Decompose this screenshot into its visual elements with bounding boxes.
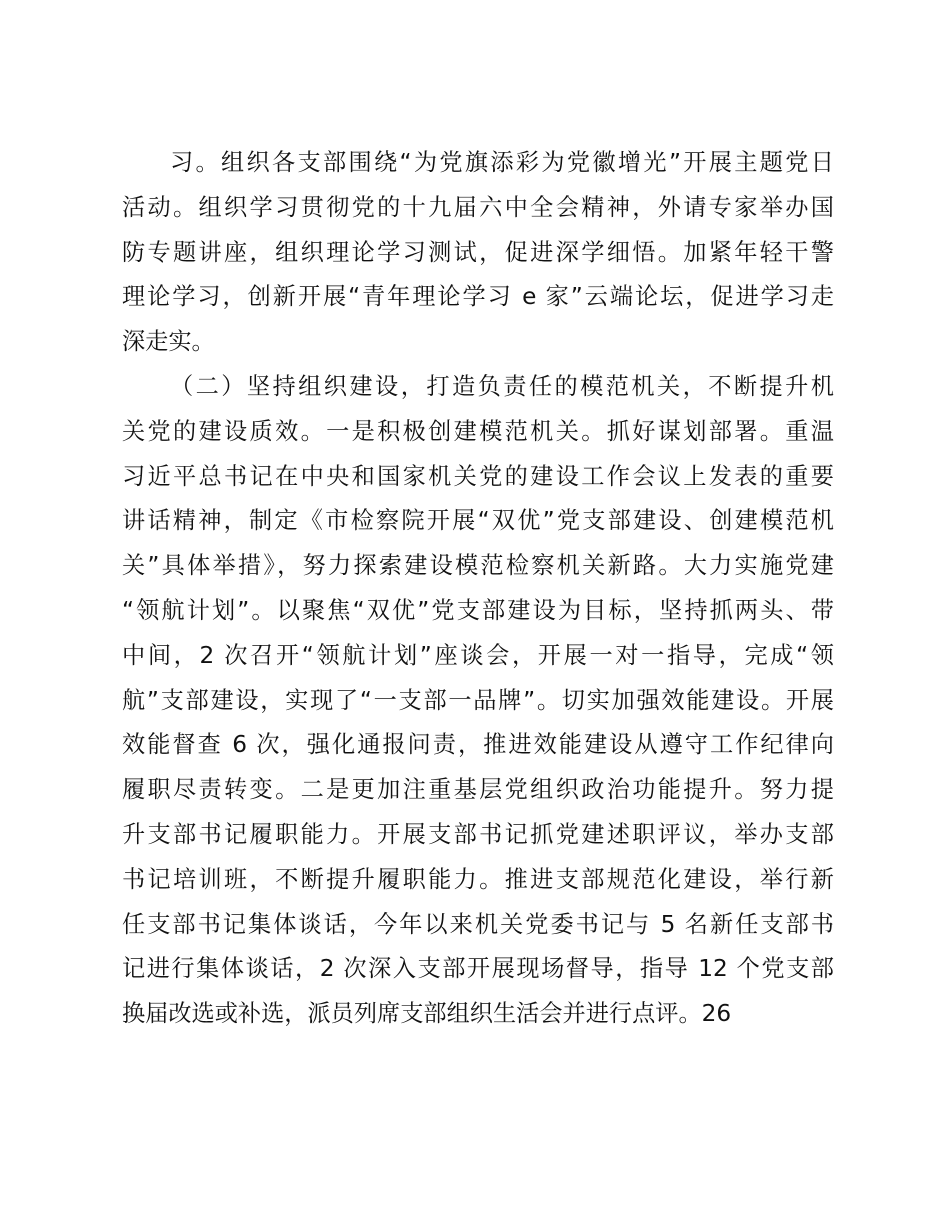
- body-text: [122, 141, 834, 1037]
- paragraph-2-line-8: 航”支部建设，实现了“一支部一品牌”。切实加强效能建设。开展: [122, 686, 834, 714]
- paragraph-2-line-15: 换届改选或补选，派员列席支部组织生活会并进行点评。26: [122, 1000, 732, 1028]
- paragraph-2-line-12: 书记培训班，不断提升履职能力。推进支部规范化建设，举行新: [122, 865, 834, 893]
- paragraph-2-line-11: 升支部书记履职能力。开展支部书记抓党建述职评议，举办支部: [122, 820, 834, 848]
- paragraph-1-line-5: 深走实。: [122, 328, 215, 356]
- paragraph-2-line-9: 效能督查 6 次，强化通报问责，推进效能建设从遵守工作纪律向: [122, 731, 834, 759]
- paragraph-2-line-5: 关”具体举措》，努力探索建设模范检察机关新路。大力实施党建: [122, 552, 834, 580]
- paragraph-2-line-4: 讲话精神，制定《市检察院开展“双优”党支部建设、创建模范机: [122, 507, 834, 535]
- paragraph-2-line-1: （二）坚持组织建设，打造负责任的模范机关，不断提升机: [170, 372, 834, 400]
- paragraph-2-line-7: 中间，2 次召开“领航计划”座谈会，开展一对一指导，完成“领: [122, 641, 834, 669]
- paragraph-1-line-1: 习。组织各支部围绕“为党旗添彩为党徽增光”开展主题党日: [170, 149, 834, 176]
- paragraph-2-line-2: 关党的建设质效。一是积极创建模范机关。抓好谋划部署。重温: [122, 417, 834, 445]
- paragraph-1-line-4: 理论学习，创新开展“青年理论学习 e 家”云端论坛，促进学习走: [122, 283, 834, 311]
- paragraph-1-line-3: 防专题讲座，组织理论学习测试，促进深学细悟。加紧年轻干警: [122, 238, 834, 266]
- paragraph-2-line-14: 记进行集体谈话，2 次深入支部开展现场督导，指导 12 个党支部: [122, 955, 834, 983]
- paragraph-2-line-6: “领航计划”。以聚焦“双优”党支部建设为目标，坚持抓两头、带: [122, 596, 834, 624]
- paragraph-2-line-10: 履职尽责转变。二是更加注重基层党组织政治功能提升。努力提: [122, 776, 834, 804]
- paragraph-2-line-3: 习近平总书记在中央和国家机关党的建设工作会议上发表的重要: [122, 462, 834, 490]
- paragraph-1-line-2: 活动。组织学习贯彻党的十九届六中全会精神，外请专家举办国: [122, 193, 834, 221]
- paragraph-2-line-13: 任支部书记集体谈话，今年以来机关党委书记与 5 名新任支部书: [122, 910, 834, 938]
